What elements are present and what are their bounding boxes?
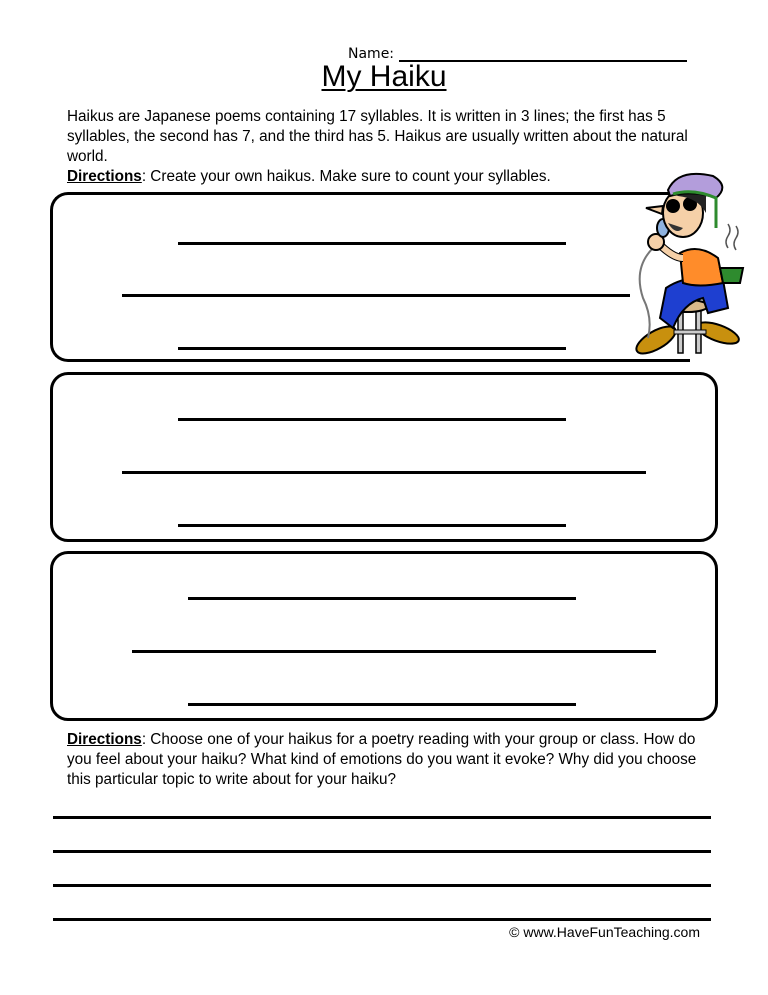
name-label: Name:	[348, 46, 395, 62]
answer-line-4[interactable]	[53, 918, 711, 921]
haiku-box-1	[50, 192, 690, 362]
haiku-3-line-2[interactable]	[132, 650, 656, 653]
page-title: My Haiku	[321, 60, 447, 93]
haiku-3-line-1[interactable]	[188, 597, 576, 600]
intro-paragraph	[67, 107, 717, 187]
haiku-box-3	[50, 551, 718, 721]
haiku-2-line-1[interactable]	[178, 418, 566, 421]
directions-label: Directions	[67, 168, 142, 185]
haiku-2-line-3[interactable]	[178, 524, 566, 527]
directions-1	[67, 167, 717, 187]
haiku-2-line-2[interactable]	[122, 471, 646, 474]
intro-text: Haikus are Japanese poems containing 17 syllables. It is written in 3 lines; the first has 5 syllables, the second has 7, and the third has 5. Haikus are usually written about the natural world.	[67, 108, 688, 165]
haiku-1-line-2[interactable]	[122, 294, 630, 297]
answer-line-3[interactable]	[53, 884, 711, 887]
directions-label-2: Directions	[67, 731, 142, 748]
directions-text: : Create your own haikus. Make sure to count your syllables.	[141, 168, 551, 185]
haiku-3-line-3[interactable]	[188, 703, 576, 706]
haiku-1-line-3[interactable]	[178, 347, 566, 350]
haiku-box-2	[50, 372, 718, 542]
reflection-directions-text: : Choose one of your haikus for a poetry reading with your group or class. How do you feel about your haiku? What kind of emotions do you want it evoke? Why did you choose this particular topic to write about for your haiku?	[67, 731, 697, 788]
copyright-footer: © www.HaveFunTeaching.com	[509, 924, 700, 940]
reflection-directions	[67, 730, 717, 790]
haiku-1-line-1[interactable]	[178, 242, 566, 245]
poet-icon	[628, 168, 763, 363]
cartoon-poet-illustration	[628, 168, 763, 363]
answer-line-2[interactable]	[53, 850, 711, 853]
answer-line-1[interactable]	[53, 816, 711, 819]
